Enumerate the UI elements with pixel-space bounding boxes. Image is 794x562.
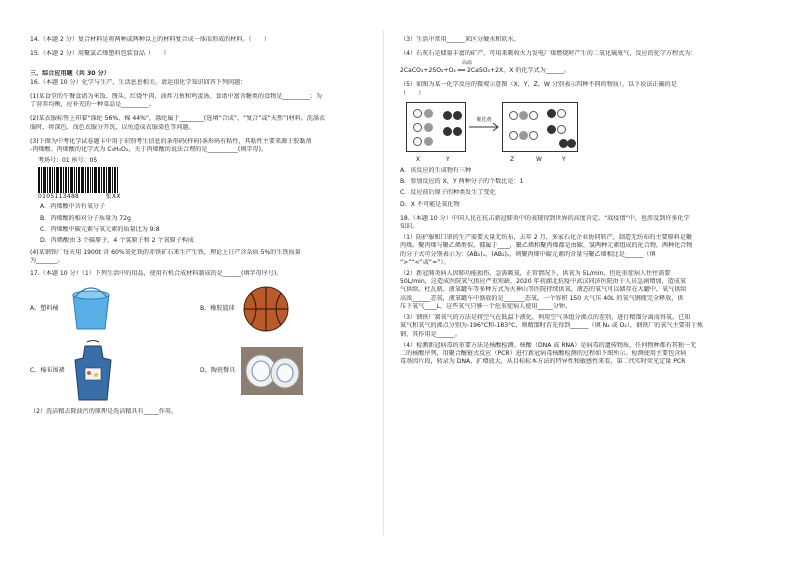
item-c-label: C、棉布围裙 [30, 366, 65, 374]
question-18-line: 气供给。杜瓦瓶、液氧罐车等多种方式为火神山等医院持续供氧。液态的氧气可以储存在大罐中，氧气供给 [400, 286, 687, 294]
barcode-sample [38, 157, 370, 201]
question-16-line: 服时，将深色、浅色衣服分开洗，以免造成衣服染色等问题。 [30, 123, 195, 131]
item-d-label: D、陶瓷餐具 [200, 366, 236, 374]
option-a: A．丙烯酸中含有氧分子 [40, 203, 106, 211]
catalyst-arrow [466, 103, 502, 151]
question-18-line: 18.（本题 10 分）中国人民在抗击新冠肺炎中的表现得到世界的高度肯定。“战疫情”中，也涉及到许多化学 [400, 214, 690, 222]
question-16-stem: 16.（本题 10 分）化学与生产、生活息息相关。请运用化学知识回答下列问题： [30, 78, 247, 86]
question-18-line: 二的核酸序列，用聚合酶链式反应（PCR）进行新冠病毒核酸检测的过程如下图所示。检测使用主要包含病 [400, 350, 687, 357]
question-17-3: （3）生活中常用______来区分硬水和软水。 [400, 36, 520, 43]
right-column [400, 36, 770, 366]
question-16-line: -丙烯酸。丙烯酸的化学式为 C₃H₄O₂，关于丙烯酸的说法合理的是__________(填字母)。 [30, 145, 268, 153]
question-18-line: 丙烯。聚丙烯与聚乙烯类似，都属于____，聚乙烯和聚丙烯都是由碳、氢两种元素组成的化合物，两种化合物 [400, 242, 693, 250]
product-box [502, 102, 578, 152]
question-18-line: “>”“<”或“=”）。 [400, 258, 450, 266]
reactant-box [406, 102, 466, 152]
basketball-icon [241, 284, 291, 334]
question-18-line: 氮气和氧气的沸点分别为-196°C和-183°C，则精馏时首先得到______（填 N₂ 或 O₂），钢铁厂的氧气主要用于炼 [400, 322, 704, 330]
label-x: X [416, 155, 421, 163]
reaction-equation: 2CaCO₃+2SO₂+O₂ ══ 2CaSO₄+2X，X 的化学式为______。 [400, 67, 571, 75]
question-18-line: 压下氧气____L，这些氧气只够一个危重症病人使用_____分钟。 [400, 302, 571, 310]
question-16-4: (4)某钢铁厂每天用 1900t 含 60%氧化铁的赤铁矿石来生产生铁，理论上日产含杂质 5%的生铁质量 [30, 249, 301, 257]
question-18-line: 知识。 [400, 222, 419, 230]
option-a: A．该反应的生成物有三种 [400, 166, 472, 174]
option-d: D．X 不可能是氧化物 [400, 200, 460, 208]
barcode-name: 张XX [105, 193, 121, 201]
catalyst-label: 催化剂 [476, 116, 492, 123]
barcode-number: 0105113488 [38, 193, 80, 201]
question-16-4: 为_______。 [30, 257, 64, 265]
question-17-4: （4）石灰石是储量丰富的矿产，可用来吸收火力发电厂煤燃烧时产生的二氧化硫废气，反应的化学方程式为： [400, 50, 697, 58]
barcode-icon [38, 167, 370, 193]
plastic-bucket-icon [65, 285, 117, 333]
question-14: 14.（本题 2 分）复合材料是将两种或两种以上的材料复合成一体而形成的材料。（ ） [30, 36, 270, 43]
option-b: B．参加反应的 X，Y 两种分子的个数比是：1 [400, 178, 524, 186]
question-17-2: （2）洗洁精去除油污的原理是洗洁精具有_____作用。 [30, 407, 178, 415]
question-18-line: 的分子式可分别表示为：(AB₂)ₓ、(AB₂)ᵧ，则聚丙烯中碳元素的含量与聚乙烯相比是______（填 [400, 250, 656, 258]
question-18-line: （1）防护服和口罩的生产需要大量无纺布，去年 2 月，多家石化企业协同转产，制造无纺布的主要原料是聚 [400, 234, 692, 242]
left-column [30, 36, 370, 416]
barcode-info: 考场号：01 座号：05 [38, 157, 98, 165]
question-16-line: (3)下图为中考化学试卷题卡中用于识别考生信息的条形码(样码)条形码有粘性，其粘性主要来源于胶黏剂 [30, 137, 312, 145]
question-15: 15.（本题 2 分）用聚氯乙烯塑料包装食品（ ） [30, 50, 170, 58]
question-18-line: 高浓______态氧，液氧罐车中盛放的是_______态氧。一个容积 150 大气压 40L 的氧气钢瓶完全释放，供 [400, 294, 684, 302]
question-18-line: （4）检测新冠病毒的重要方法是核酸检测。核酸（DNA 或 RNA）是病毒的遗传物质，任何物种都有其独一无 [400, 341, 697, 349]
question-18-line: 50L/min，这造成医院氧气供应严重短缺，2020 年初湖北抗疫中武汉同济医院由于人员急剧增加，造成氧 [400, 278, 686, 286]
answer-paren: （ ） [400, 89, 425, 97]
question-18-line: （3）钢铁厂制氧气的方法是将空气在低温下液化，利用空气各组分沸点的差别，进行精馏分离而得氧。已知 [400, 314, 691, 322]
ceramic-tableware-icon [241, 347, 303, 395]
label-z: Z [510, 155, 515, 163]
option-d: D．丙烯酸由 3 个碳原子、4 个氢原子和 2 个氧原子构成 [40, 237, 194, 245]
column-divider [383, 30, 384, 535]
label-y2: Y [562, 155, 566, 163]
question-17-stem: 17.（本题 10 分）（1）下列生活中的用品，使用有机合成材料制成的是______(填字母序号)。 [30, 269, 283, 277]
reaction-diagram [406, 102, 770, 152]
option-c: C．反应前后原子的种类发生了变化 [400, 189, 496, 197]
section-heading: 三、综合应用题（共 30 分） [30, 70, 110, 78]
option-c: C．丙烯酸中碳元素与氧元素的质量比为 9:8 [40, 225, 160, 233]
question-18-line: 毒基因片段，转录为 DNA，扩增放大，从目标标本方法的特异性和敏感性来看，第二代实时荧光定量 PCR [400, 358, 686, 366]
item-a-label: A、塑料桶 [30, 304, 59, 312]
label-y: Y [446, 155, 450, 163]
question-16-line: 了营养均衡，应补充的一种菜品是_________。 [30, 101, 155, 109]
label-w: W [536, 155, 542, 163]
item-b-label: B、橡胶篮球 [200, 304, 235, 312]
apron-icon [71, 340, 115, 402]
question-18-line: 钢，其作用是______。 [400, 330, 461, 338]
question-18-line: （2）新冠肺炎病人因肺功能损伤，急需吸氧，正常情况下，供氧为 5L/min，但危重症病人往往需要 [400, 270, 671, 278]
diagram-labels [406, 156, 770, 164]
question-16-line: (1)某食堂的午餐食谱为米饭、馒头、红烧牛肉、油炸刀鱼和鸡蛋汤。食谱中富含糖类的食物是_________；为 [30, 92, 322, 100]
reaction-condition: 高温 [462, 60, 473, 67]
question-17-5: （5）如图为某一化学反应的微观示意图（X，Y，Z，W 分别表示四种不同的物质），以下说法正确的是 [400, 81, 677, 89]
question-16-line: (2)某衣服标签上印着“涤纶 56%、棉 44%”，涤纶属于________(选填“合成”、“复合”或“天然”)材料。洗涤衣 [30, 115, 326, 123]
option-b: B．丙烯酸的相对分子质量为 72g [40, 214, 131, 222]
